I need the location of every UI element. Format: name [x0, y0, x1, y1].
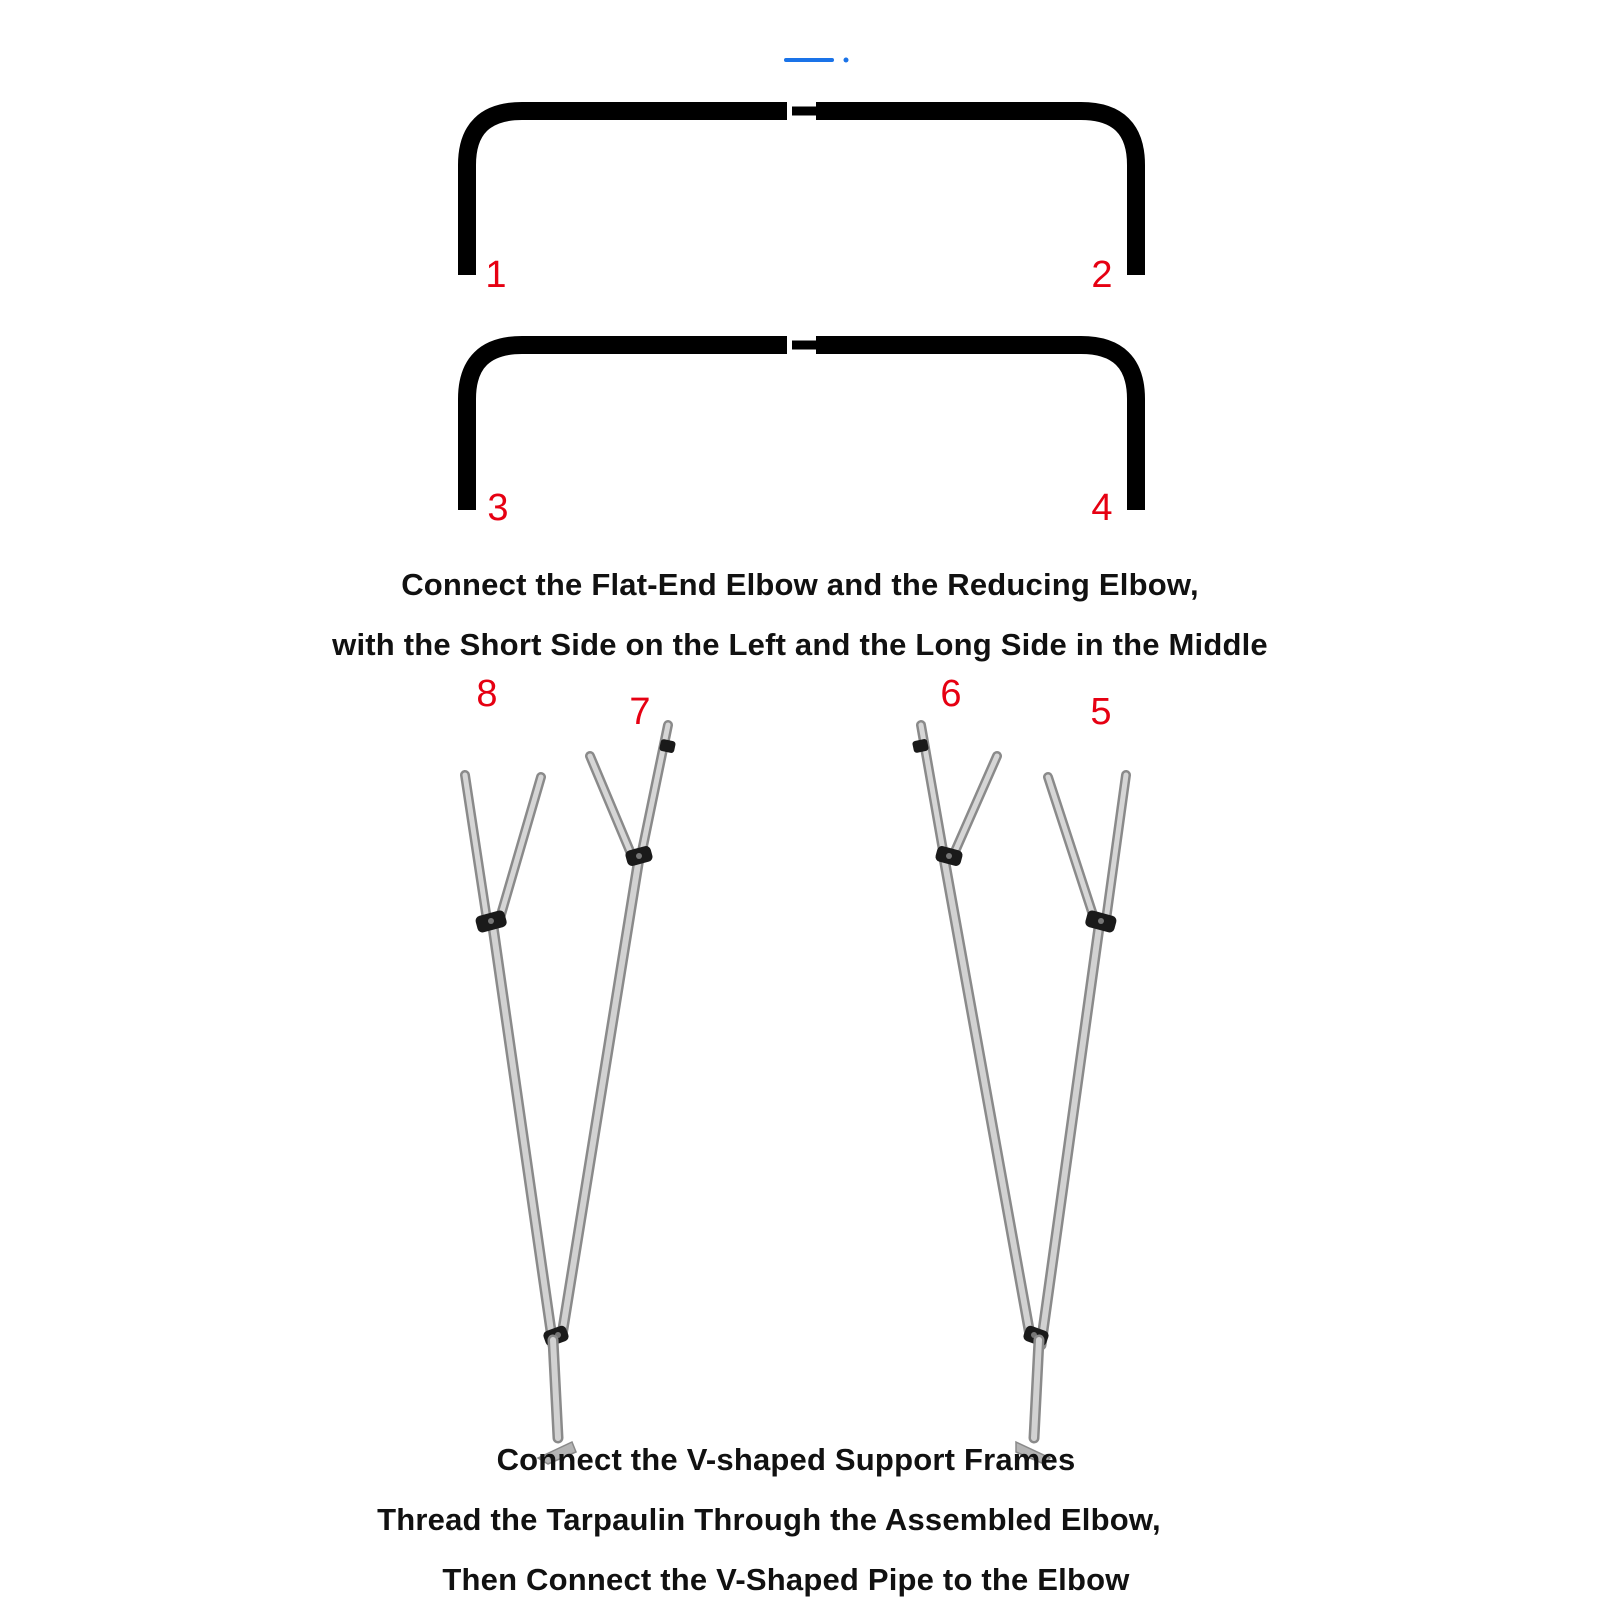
support-label-7: 7	[629, 691, 651, 733]
elbow-pipe-4	[816, 345, 1136, 510]
support-label-8: 8	[476, 673, 498, 715]
v-support-frame-left	[465, 725, 676, 1464]
support-label-5: 5	[1090, 691, 1112, 733]
support-label-6: 6	[940, 673, 962, 715]
elbow-pipe-2	[816, 111, 1136, 275]
frame-label-4: 4	[1091, 487, 1113, 529]
frame-label-2: 2	[1091, 254, 1113, 296]
step2-caption-line3: Then Connect the V-Shaped Pipe to the Elbow	[442, 1562, 1130, 1597]
step1-caption-line2: with the Short Side on the Left and the Long Side in the Middle	[332, 627, 1268, 662]
frame-label-1: 1	[485, 254, 507, 296]
elbow-pipe-3	[467, 345, 787, 510]
step1-caption-line1: Connect the Flat-End Elbow and the Reducing Elbow,	[401, 567, 1199, 602]
accent-mark	[786, 58, 849, 63]
upper-elbow-frame	[467, 111, 1136, 296]
lower-elbow-frame	[467, 345, 1136, 529]
elbow-pipe-1	[467, 111, 787, 275]
step2-caption-line1: Connect the V-shaped Support Frames	[496, 1442, 1076, 1477]
step2-caption-line2: Thread the Tarpaulin Through the Assembled Elbow,	[377, 1502, 1161, 1537]
v-support-frame-right	[912, 725, 1126, 1464]
frame-label-3: 3	[487, 487, 509, 529]
